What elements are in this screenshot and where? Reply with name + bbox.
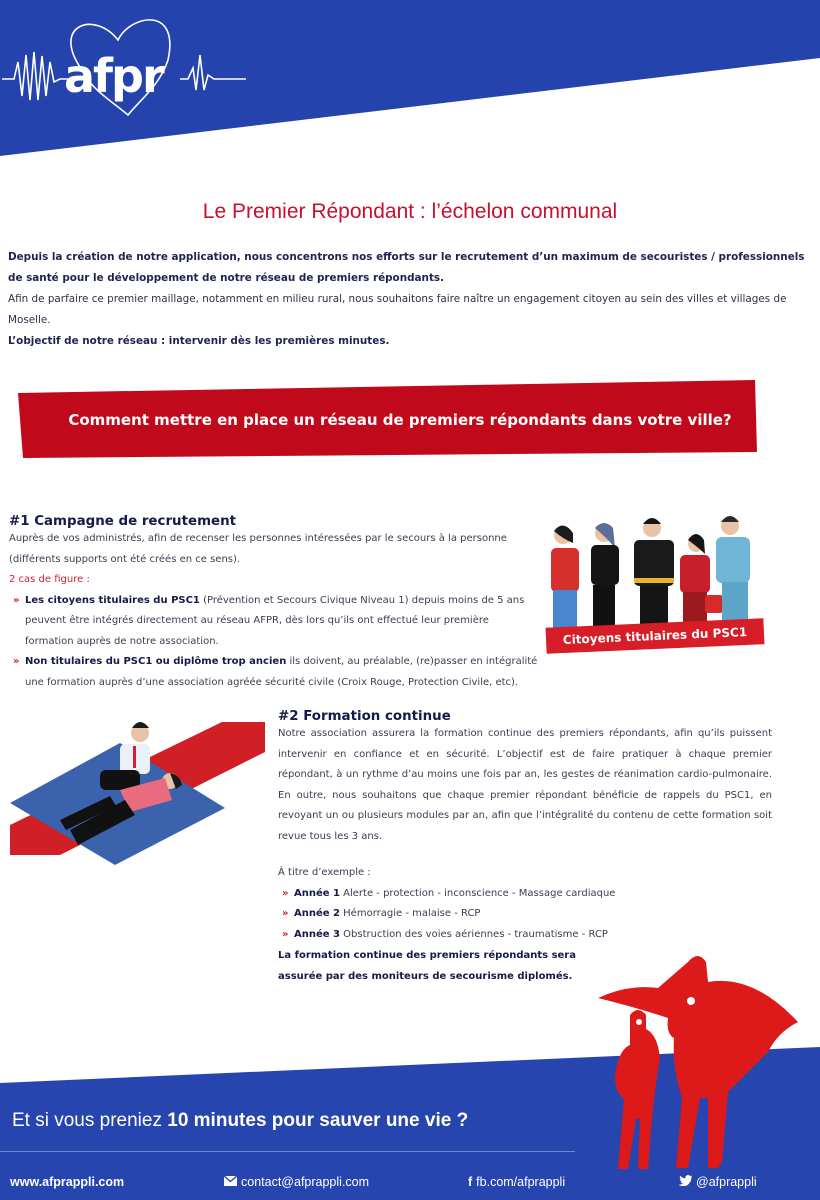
chevron-right-icon: » — [13, 594, 20, 606]
year-item: » Année 1 Alerte - protection - inconscience - Massage cardiaque — [278, 884, 772, 905]
section2-heading: #2 Formation continue — [278, 709, 451, 724]
chevron-right-icon: » — [282, 928, 289, 940]
website-link[interactable]: www.afprappli.com — [10, 1175, 125, 1189]
section1-bullet: » Non titulaires du PSC1 ou diplôme trop ancien ils doivent, au préalable, (re)passer en intégralité une formation auprès d’une association agréée sécurité civile (Croix Rouge, Protection Civile, etc). — [9, 652, 539, 693]
intro-paragraph-2: Afin de parfaire ce premier maillage, notamment en milieu rural, nous souhaitons faire naître un engagement citoyen au sein des villes et villages de Moselle. — [8, 293, 787, 326]
envelope-icon — [224, 1175, 237, 1189]
section-recruitment — [9, 514, 539, 693]
section-training — [278, 709, 772, 987]
twitter-link[interactable]: @afprappli — [679, 1175, 757, 1189]
logo-text: afpr — [64, 49, 163, 103]
banner-question: Comment mettre en place un réseau de premiers répondants dans votre ville? — [68, 411, 732, 429]
section1-bullet: » Les citoyens titulaires du PSC1 (Prévention et Secours Civique Niveau 1) depuis moins de 5 ans peuvent être intégrés directement au réseau AFPR, dès lors qu’ils ont effectué leur première formation auprès de notre association. — [9, 591, 539, 653]
psc1-image-label: Citoyens titulaires du PSC1 — [546, 618, 765, 653]
twitter-icon — [679, 1175, 692, 1189]
section2-example-label: À titre d’exemple : — [278, 867, 371, 878]
section1-heading: #1 Campagne de recrutement — [9, 514, 237, 529]
intro-paragraph-3: L’objectif de notre réseau : intervenir dès les premières minutes. — [8, 335, 390, 347]
facebook-link[interactable]: f fb.com/afprappli — [468, 1175, 566, 1189]
section1-cases-label: 2 cas de figure : — [9, 574, 90, 585]
intro-block — [8, 247, 808, 352]
facebook-icon: f — [468, 1175, 473, 1189]
chevron-right-icon: » — [282, 887, 289, 899]
divider — [0, 1151, 575, 1152]
intro-paragraph-1: Depuis la création de notre application, nous concentrons nos efforts sur le recrutement d’un maximum de secouristes / professionnels de santé pour le développement de notre réseau de premiers répondants. — [8, 251, 805, 284]
cpr-illustration — [10, 722, 265, 865]
email-link[interactable]: contact@afprappli.com — [224, 1175, 369, 1189]
section2-body: Notre association assurera la formation continue des premiers répondants, afin qu’ils puissent intervenir en confiance et en sécurité. L’objectif est de faire pratiquer à chaque premier répondant, à un rythme d’au moins une fois par an, les gestes de réanimation cardio-pulmonaire. En outre, nous souhaitons que chaque premier répondant bénéficie de rappels du PSC1, en revoyant un ou plusieurs modules par an, afin que l’intégralité du contenu de cette formation soit revue tous les 3 ans. — [278, 728, 772, 842]
page-title: Le Premier Répondant : l’échelon communal — [202, 200, 618, 223]
chevron-right-icon: » — [282, 908, 289, 919]
section2-closing: La formation continue des premiers répondants sera assurée par des moniteurs de secourisme diplomés. — [278, 950, 576, 982]
call-to-action: Et si vous preniez 10 minutes pour sauver une vie ? — [12, 1110, 469, 1131]
section1-body: Auprès de vos administrés, afin de recenser les personnes intéressées par le secours à la personne (différents supports ont été créés en ce sens). — [9, 533, 507, 565]
year-item: » Année 3 Obstruction des voies aériennes - traumatisme - RCP — [278, 925, 772, 946]
chevron-right-icon: » — [13, 656, 20, 667]
year-item: » Année 2 Hémorragie - malaise - RCP — [278, 904, 772, 925]
